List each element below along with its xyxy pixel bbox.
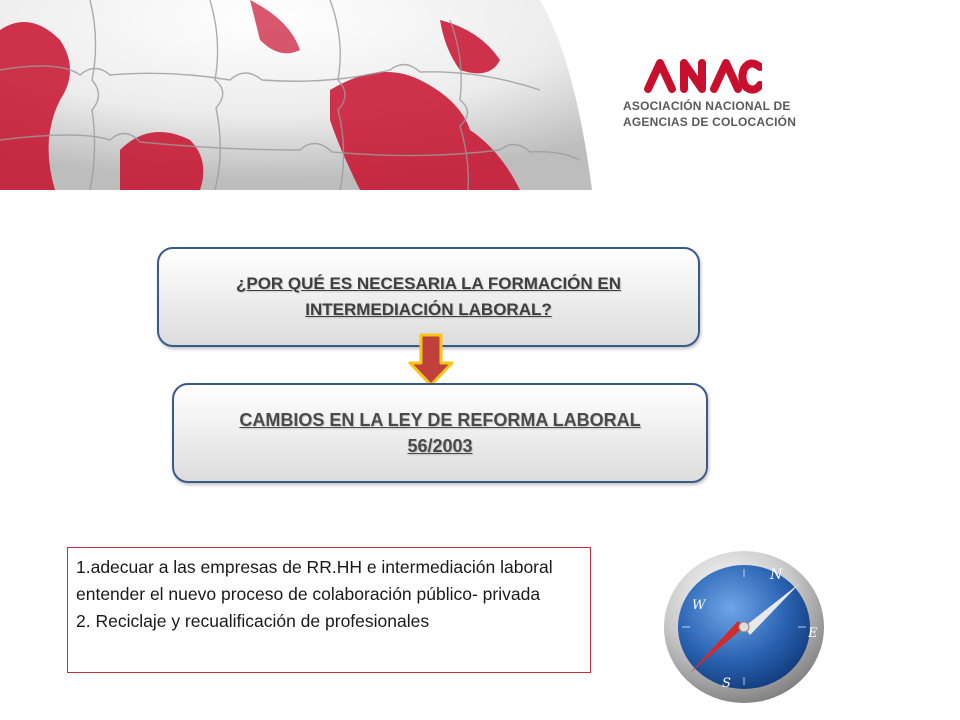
logo-text-line1: ASOCIACIÓN NACIONAL DE [623,99,791,113]
reform-text: CAMBIOS EN LA LEY DE REFORMA LABORAL 56/2003 [239,410,641,456]
compass-label-w: W [692,598,706,613]
note-item-1: 1.adecuar a las empresas de RR.HH e intermediación laboral entender el nuevo proceso de colaboración público- privada [76,557,553,604]
reform-box [172,383,708,483]
compass-label-s: S [722,676,731,691]
notes-box [67,547,591,673]
compass-label-e: E [808,626,818,641]
down-arrow-icon [408,333,454,387]
compass-icon [660,545,830,705]
logo-text-line2: AGENCIAS DE COLOCACIÓN [623,115,797,129]
note-item-2: 2. Reciclaje y recualificación de profesionales [76,611,430,631]
question-text: ¿POR QUÉ ES NECESARIA LA FORMACIÓN EN INTERMEDIACIÓN LABORAL? [235,274,622,319]
anac-logo-mark [642,55,762,95]
question-box [157,247,700,347]
globe-puzzle-image [0,0,600,190]
anac-logo [620,55,810,135]
compass-label-n: N [770,567,783,583]
